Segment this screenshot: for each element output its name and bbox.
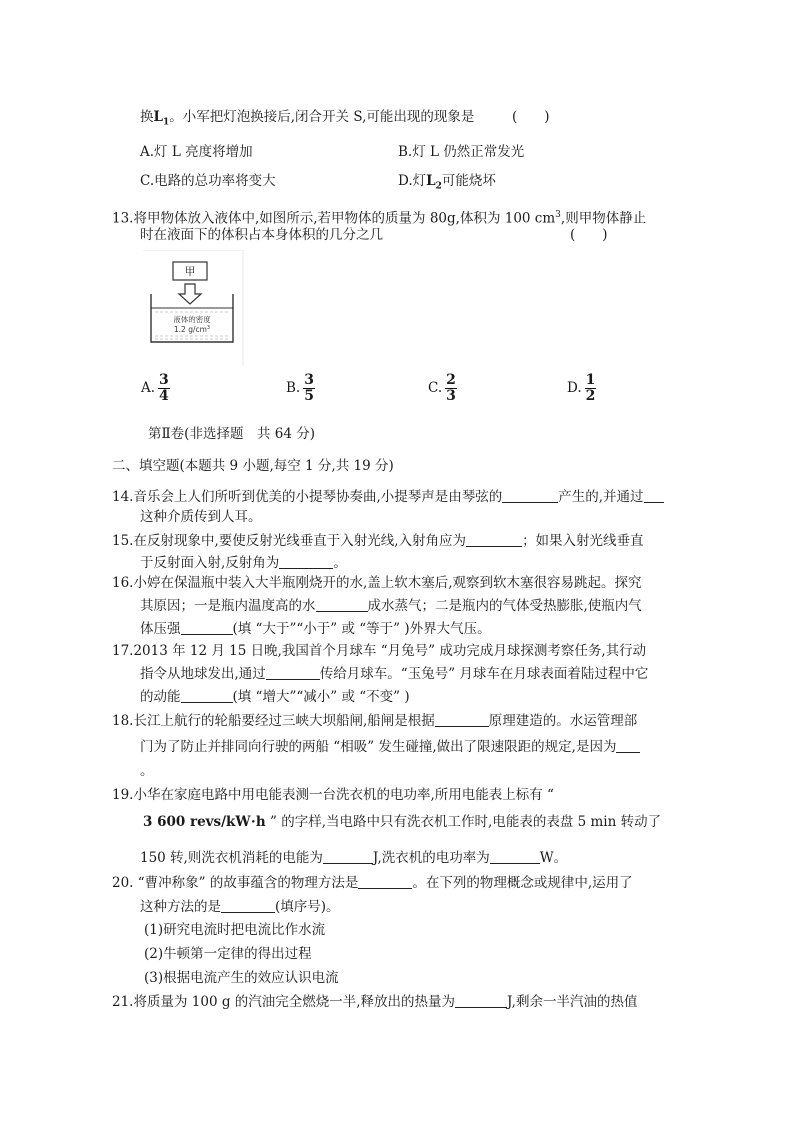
q17-line3-a: 的动能 — [140, 689, 181, 705]
q15-line1-b: ；如果入射光线垂直 — [522, 533, 644, 549]
q21-line1 — [112, 993, 637, 1011]
q20-line2 — [140, 898, 340, 916]
section-heading: 二、填空题(本题共 9 小题,每空 1 分,共 19 分) — [112, 458, 394, 474]
q20-blank-1[interactable] — [358, 874, 412, 889]
q13-option-c-prefix: C. — [428, 380, 443, 396]
q19-line3-b: J,洗衣机的电功率为 — [372, 850, 490, 866]
q12-option-d-text: 可能烧坏 — [441, 173, 496, 189]
q13-stem-line1-text: 13.将甲物体放入液体中,如图所示,若甲物体的质量为 80g,体积为 100 cm — [112, 210, 556, 227]
q14-line2: 这种介质传到人耳。 — [140, 509, 262, 525]
q19-line2-text: ” 的字样,当电路中只有洗衣机工作时,电能表的表盘 5 min 转动了 — [265, 814, 662, 830]
q20-item-3: (3)根据电流产生的效应认识电流 — [144, 970, 339, 986]
q17-line1: 17.2013 年 12 月 15 日晚,我国首个月球车 “月兔号” 成功完成月球探测考察任务,其行动 — [112, 643, 647, 659]
q15-line1 — [112, 532, 644, 550]
q13-option-d-fraction — [585, 373, 597, 404]
q16-line2-b: 成水蒸气；二是瓶内的气体受热膨胀,使瓶内气 — [367, 598, 642, 614]
q16-line3 — [140, 620, 491, 638]
q17-blank-2[interactable] — [181, 688, 233, 703]
q19-line2 — [143, 813, 661, 831]
q13-option-b-fraction — [303, 373, 315, 404]
q17-line3-b: (填 “增大”“减小” 或 “不变” ) — [232, 689, 410, 705]
q16-line2-a: 其原因；一是瓶内温度高的水 — [140, 598, 316, 614]
q21-line1-a: 21.将质量为 100 g 的汽油完全燃烧一半,释放出的热量为 — [112, 994, 456, 1010]
q16-blank-1[interactable] — [316, 597, 368, 612]
q12-option-c: C.电路的总功率将变大 — [140, 173, 276, 189]
q13-option-d — [567, 372, 596, 404]
q18-line1 — [112, 712, 637, 730]
q14-blank-2[interactable] — [644, 488, 664, 503]
q20-line2-b: (填序号)。 — [275, 899, 340, 915]
q13-option-b-prefix: B. — [286, 380, 301, 396]
q15-line2 — [140, 554, 347, 572]
q12-stem — [140, 108, 474, 132]
q12-option-a: A.灯 L 亮度将增加 — [140, 144, 253, 160]
liquid-density-label-1: 液体的密度 — [173, 315, 211, 324]
object-jia-label: 甲 — [184, 265, 196, 278]
q18-line2-text: 门为了防止并排同向行驶的两船 “相吸” 发生碰撞,做出了限速限距的规定,是因为 — [140, 739, 617, 755]
q20-line2-a: 这种方法的是 — [140, 899, 221, 915]
q20-blank-2[interactable] — [221, 898, 275, 913]
q18-line1-b: 原理建造的。水运管理部 — [488, 713, 638, 729]
q13-stem-line2: 时在液面下的体积占本身体积的几分之几 — [140, 227, 383, 243]
q19-blank-1[interactable] — [323, 849, 373, 864]
q12-option-d-symbol: L — [426, 173, 436, 189]
q13-option-a-num: 3 — [159, 372, 169, 388]
q19-line3 — [140, 849, 567, 867]
q17-line2-b: 传给月球车。“玉兔号” 月球车在月球表面着陆过程中它 — [319, 666, 649, 682]
q20-line1-b: 。在下列的物理概念或规律中,运用了 — [412, 875, 633, 891]
q19-line1: 19.小华在家庭电路中用电能表测一台洗衣机的电功率,所用电能表上标有 “ — [112, 787, 554, 803]
q20-line1 — [112, 874, 633, 892]
q13-option-a-prefix: A. — [141, 380, 156, 396]
liquid-density-sup: 3 — [206, 325, 211, 331]
q12-stem-text: 。小军把灯泡换接后,闭合开关 S,可能出现的现象是 — [169, 109, 475, 125]
q13-option-b-num: 3 — [304, 372, 314, 388]
q19-line3-a: 150 转,则洗衣机消耗的电能为 — [140, 850, 323, 866]
q17-line3 — [140, 688, 410, 706]
down-arrow-icon — [179, 284, 201, 304]
q13-option-d-prefix: D. — [567, 380, 582, 396]
q19-blank-2[interactable] — [490, 849, 540, 864]
q16-blank-2[interactable] — [181, 620, 233, 635]
q15-blank-2[interactable] — [279, 554, 333, 569]
q13-answer-paren: ( ) — [570, 227, 608, 243]
q14-line1-b: 产生的,并通过 — [558, 489, 644, 505]
q13-option-d-den: 2 — [585, 388, 596, 404]
q14-line1-a: 14.音乐会上人们所听到优美的小提琴协奏曲,小提琴声是由琴弦的 — [112, 489, 503, 505]
q21-line1-b: J,剩余一半汽油的热值 — [507, 994, 638, 1010]
q20-item-1: (1)研究电流时把电流比作水流 — [144, 922, 326, 938]
q18-line2 — [140, 738, 640, 756]
q13-stem-line1 — [112, 206, 646, 228]
q20-item-2: (2)牛顿第一定律的得出过程 — [144, 946, 312, 962]
q12-option-b: B.灯 L 仍然正常发光 — [398, 144, 525, 160]
q19-line3-c: W。 — [539, 850, 568, 866]
q17-blank-1[interactable] — [266, 665, 320, 680]
q18-blank-2[interactable] — [616, 738, 640, 753]
q16-line3-a: 体压强 — [140, 621, 181, 637]
liquid-density-label-2 — [174, 325, 210, 334]
q13-stem-line1-end: ,则甲物体静止 — [560, 210, 647, 227]
q13-option-a-den: 4 — [159, 388, 169, 404]
q15-blank-1[interactable] — [466, 532, 522, 547]
q20-line1-a: 20. “曹冲称象” 的故事蕴含的物理方法是 — [112, 875, 359, 891]
q12-option-d — [398, 172, 496, 196]
q13-figure — [143, 250, 245, 366]
q13-option-c-fraction — [445, 373, 457, 404]
q14-line1 — [112, 488, 664, 506]
q13-option-c — [428, 372, 457, 404]
q12-stem-prefix: 换 — [140, 109, 154, 125]
juan-title: 第Ⅱ卷(非选择题 共 64 分) — [148, 426, 315, 442]
q13-stem-sup: 3 — [555, 210, 561, 220]
q18-line3: 。 — [140, 763, 154, 779]
q12-option-d-prefix: D.灯 — [398, 173, 427, 189]
q19-meter-spec: 3 600 revs/kW⋅h — [143, 814, 266, 830]
q15-line1-a: 15.在反射现象中,要使反射光线垂直于入射光线,入射角应为 — [112, 533, 467, 549]
q13-option-c-den: 3 — [446, 388, 456, 404]
liquid-density-value: 1.2 g/cm — [173, 325, 207, 334]
q16-line1: 16.小婷在保温瓶中装入大半瓶刚烧开的水,盖上软木塞后,观察到软木塞很容易跳起。探究 — [112, 575, 642, 591]
q16-line2 — [140, 597, 642, 615]
q12-bulb-subscript: 1 — [163, 117, 170, 128]
q13-option-d-num: 1 — [585, 372, 596, 388]
q13-option-b-den: 5 — [304, 388, 314, 404]
q12-option-d-subscript: 2 — [435, 181, 442, 192]
q18-blank-1[interactable] — [435, 712, 489, 727]
q15-line2-b: 。 — [333, 555, 347, 571]
q14-blank-1[interactable] — [502, 488, 558, 503]
q13-option-c-num: 2 — [446, 372, 456, 388]
q16-line3-b: (填 “大于”“小于” 或 “等于” )外界大气压。 — [232, 621, 491, 637]
q13-option-a-fraction — [158, 373, 170, 404]
q21-blank-1[interactable] — [455, 993, 507, 1008]
q12-bulb-symbol: L — [153, 109, 163, 125]
q17-line2 — [140, 665, 648, 683]
q12-answer-paren: ( ) — [512, 109, 550, 125]
q13-option-b — [286, 372, 315, 404]
q17-line2-a: 指令从地球发出,通过 — [140, 666, 266, 682]
q13-option-a — [141, 372, 170, 404]
q15-line2-a: 于反射面入射,反射角为 — [140, 555, 280, 571]
q18-line1-a: 18.长江上航行的轮船要经过三峡大坝船闸,船闸是根据 — [112, 713, 435, 729]
